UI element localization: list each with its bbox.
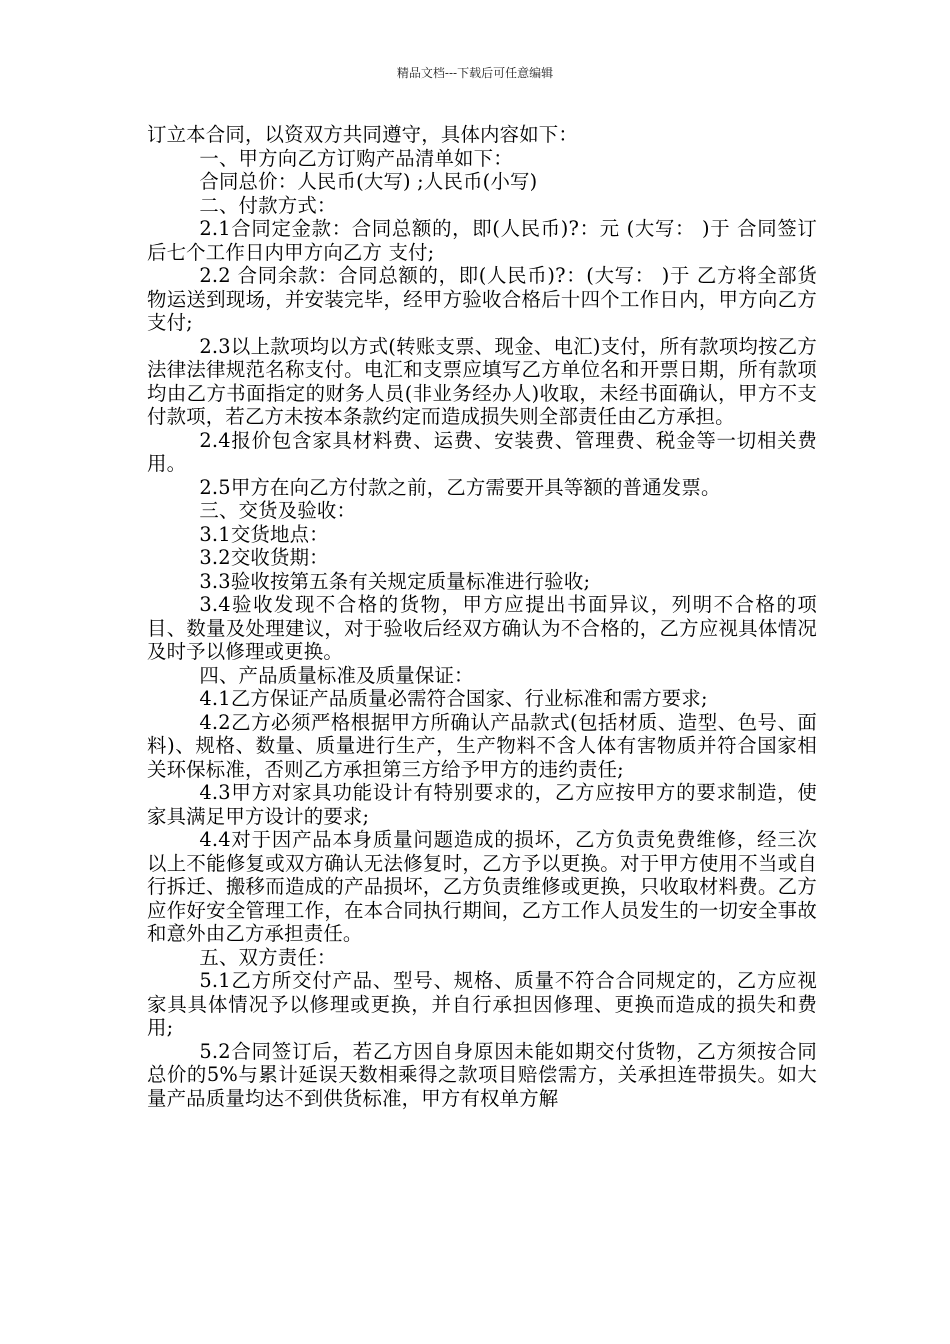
paragraph: 2.1合同定金款：合同总额的，即(人民币)?：元 (大写： )于 合同签订后七个工作日内甲方向乙方 支付; xyxy=(147,217,817,264)
paragraph: 5.1乙方所交付产品、型号、规格、质量不符合合同规定的，乙方应视家具具体情况予以修理或更换，并自行承担因修理、更换而造成的损失和费用; xyxy=(147,969,817,1039)
paragraph: 3.1交货地点： xyxy=(199,522,329,546)
page-header: 精品文档---下载后可任意编辑 xyxy=(396,66,554,80)
document-body xyxy=(147,123,817,1110)
paragraph: 3.4验收发现不合格的货物，甲方应提出书面异议，列明不合格的项目、数量及处理建议，对于验收后经双方确认为不合格的，乙方应视具体情况及时予以修理或更换。 xyxy=(147,593,817,663)
paragraph: 2.5甲方在向乙方付款之前，乙方需要开具等额的普通发票。 xyxy=(199,475,721,499)
paragraph: 一、甲方向乙方订购产品清单如下： xyxy=(199,146,513,170)
paragraph: 合同总价：人民币(大写) ;人民币(小写) xyxy=(199,170,538,193)
paragraph: 4.1乙方保证产品质量必需符合国家、行业标准和需方要求; xyxy=(199,687,708,710)
paragraph: 三、交货及验收： xyxy=(199,499,357,522)
paragraph: 2.3以上款项均以方式(转账支票、现金、电汇)支付，所有款项均按乙方法律法律规范名称支付。电汇和支票应填写乙方单位名和开票日期，所有款项均由乙方书面指定的财务人员(非业务经办人)收取，未经书面确认，甲方不支付款项，若乙方未按本条款约定而造成损失则全部责任由乙方承担。 xyxy=(147,334,817,428)
paragraph: 二、付款方式： xyxy=(199,193,337,217)
paragraph: 3.3验收按第五条有关规定质量标准进行验收; xyxy=(199,569,591,593)
paragraph: 四、产品质量标准及质量保证： xyxy=(199,663,474,687)
paragraph: 五、双方责任： xyxy=(199,945,337,969)
paragraph: 4.3甲方对家具功能设计有特别要求的，乙方应按甲方的要求制造，使家具满足甲方设计的要求; xyxy=(147,781,817,828)
paragraph: 4.4对于因产品本身质量问题造成的损坏，乙方负责免费维修，经三次以上不能修复或双方确认无法修复时，乙方予以更换。对于甲方使用不当或自行拆迁、搬移而造成的产品损坏，乙方负责维修或更换，只收取材料费。乙方应作好安全管理工作，在本合同执行期间，乙方工作人员发生的一切安全事故和意外由乙方承担责任。 xyxy=(147,828,817,945)
paragraph: 2.4报价包含家具材料费、运费、安装费、管理费、税金等一切相关费用。 xyxy=(147,428,817,475)
paragraph: 4.2乙方必须严格根据甲方所确认产品款式(包括材质、造型、色号、面料)、规格、数量、质量进行生产，生产物料不含人体有害物质并符合国家相关环保标准，否则乙方承担第三方给予甲方的违约责任; xyxy=(147,710,817,781)
paragraph: 5.2合同签订后，若乙方因自身原因未能如期交付货物，乙方须按合同总价的5%与累计延误天数相乘得之款项目赔偿需方，关承担连带损失。如大量产品质量均达不到供货标准，甲方有权单方解 xyxy=(147,1039,817,1110)
paragraph: 订立本合同，以资双方共同遵守，具体内容如下： xyxy=(147,123,578,146)
paragraph: 2.2 合同余款：合同总额的，即(人民币)?：(大写： )于 乙方将全部货物运送到现场，并安装完毕，经甲方验收合格后十四个工作日内，甲方向乙方支付; xyxy=(147,264,817,334)
paragraph: 3.2交收货期： xyxy=(199,546,329,569)
